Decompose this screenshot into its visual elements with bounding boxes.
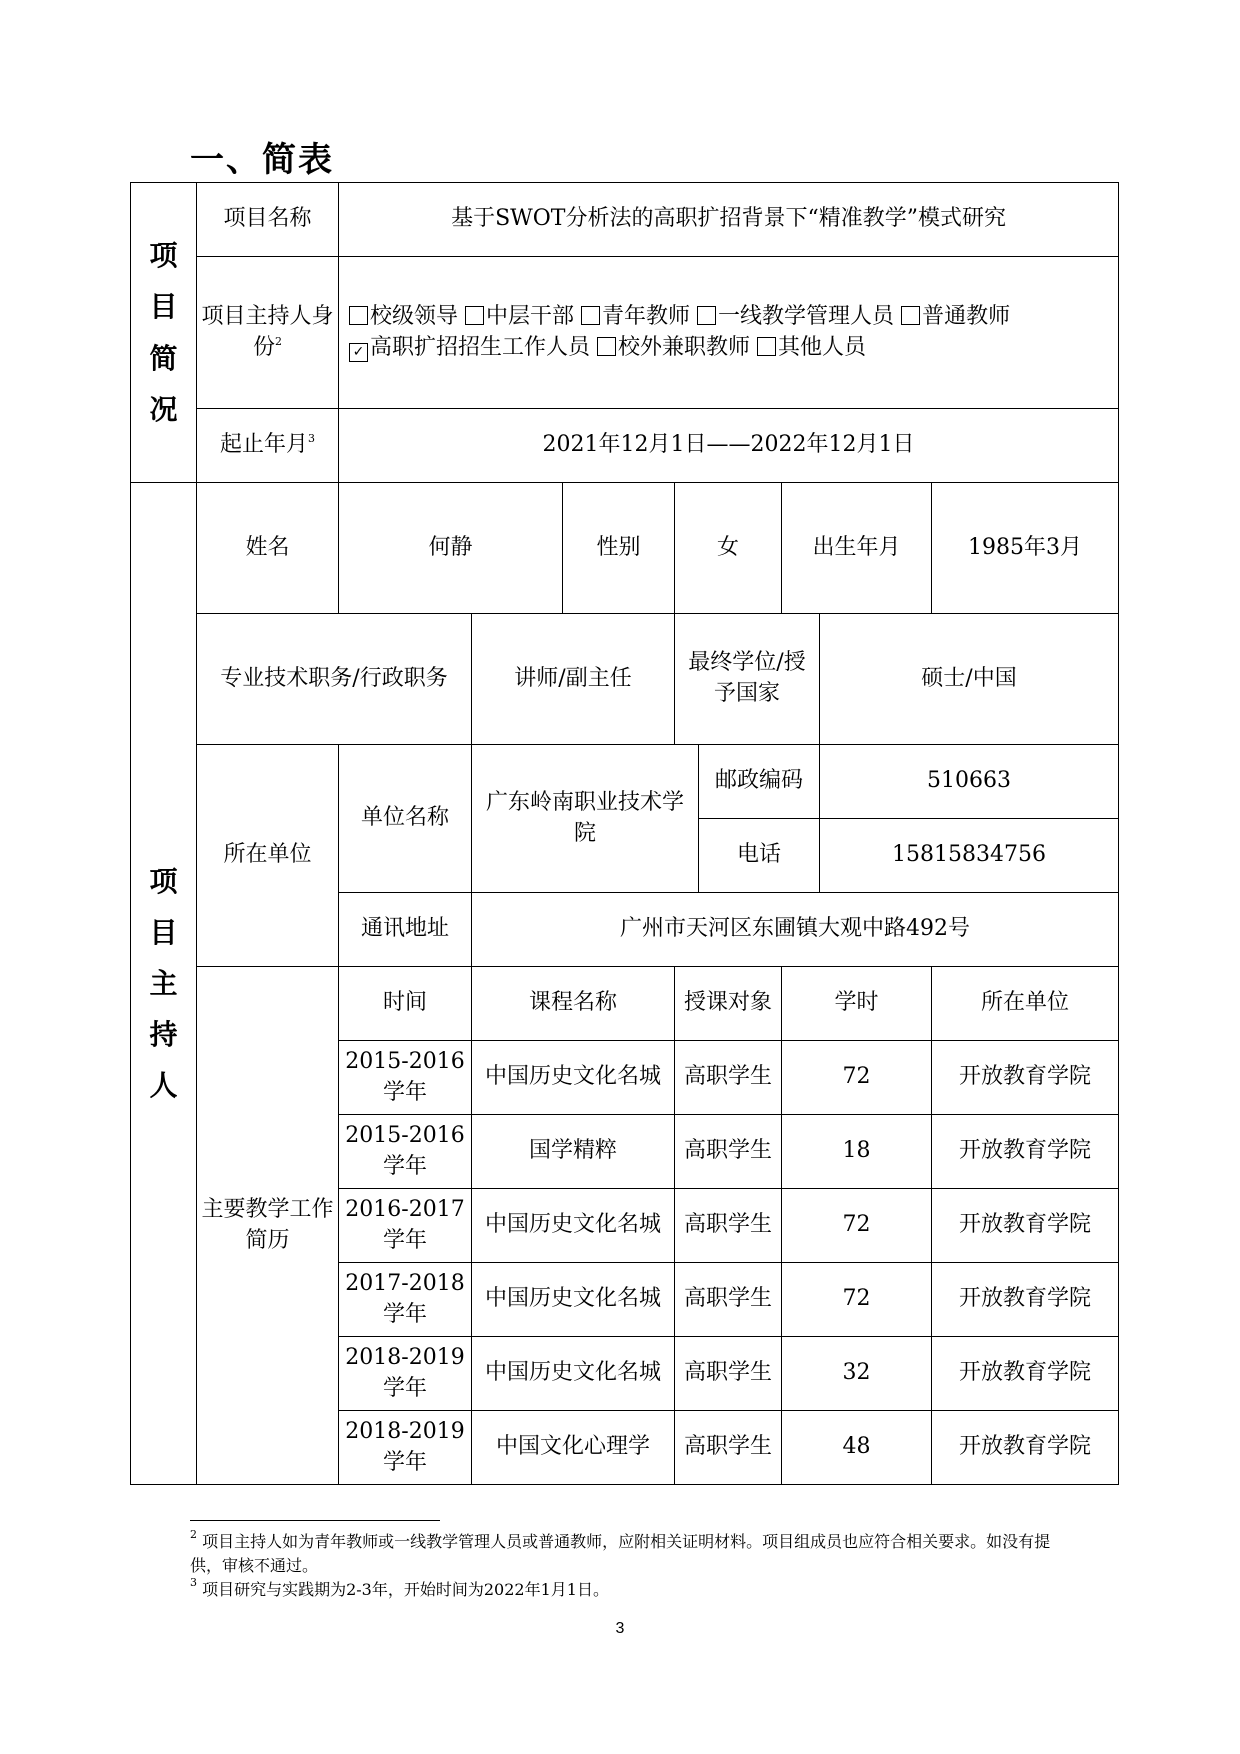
- unit-name-label: 单位名称: [339, 745, 472, 893]
- period-label: 起止年月$^3$: [197, 409, 339, 483]
- checkbox-empty-icon: [597, 337, 616, 356]
- birth-value: 1985年3月: [932, 483, 1119, 614]
- postcode-label: 邮政编码: [699, 745, 820, 819]
- section-label-host: 项 目 主 持 人: [131, 483, 197, 1485]
- history-label: 主要教学工作简历: [197, 967, 339, 1485]
- name-value: 何静: [339, 483, 563, 614]
- gender-value: 女: [675, 483, 782, 614]
- host-identity-options: [339, 257, 1119, 409]
- checkbox-empty-icon: [757, 337, 776, 356]
- table-row: 2016-2017学年 中国历史文化名城 高职学生 72 开放教育学院: [131, 1189, 1119, 1263]
- name-label: 姓名: [197, 483, 339, 614]
- table-row: 2017-2018学年 中国历史文化名城 高职学生 72 开放教育学院: [131, 1263, 1119, 1337]
- identity-option-school-leader[interactable]: 校级领导: [349, 304, 458, 329]
- checkbox-empty-icon: [465, 306, 484, 325]
- unit-label: 所在单位: [197, 745, 339, 967]
- identity-option-middle-cadre[interactable]: 中层干部: [465, 304, 574, 329]
- identity-option-young-teacher[interactable]: 青年教师: [581, 304, 690, 329]
- identity-option-frontline-admin[interactable]: 一线教学管理人员: [697, 304, 894, 329]
- identity-option-regular-teacher[interactable]: 普通教师: [901, 304, 1010, 329]
- degree-value: 硕士/中国: [820, 614, 1119, 745]
- history-header-unit: 所在单位: [932, 967, 1119, 1041]
- identity-option-other[interactable]: 其他人员: [757, 335, 866, 360]
- summary-table: [130, 182, 1119, 1485]
- title-value: 讲师/副主任: [472, 614, 675, 745]
- title-label: 专业技术职务/行政职务: [197, 614, 472, 745]
- checkbox-checked-icon: ✓: [349, 343, 368, 362]
- identity-option-part-time-teacher[interactable]: 校外兼职教师: [597, 335, 750, 360]
- section-label-overview: 项 目 简 况: [131, 183, 197, 483]
- identity-option-enrollment-staff[interactable]: ✓ 高职扩招招生工作人员: [349, 335, 590, 360]
- page-number: 3: [615, 1620, 625, 1637]
- phone-label: 电话: [699, 819, 820, 893]
- history-header-course: 课程名称: [472, 967, 675, 1041]
- project-name-value: 基于SWOT分析法的高职扩招背景下“精准教学”模式研究: [339, 183, 1119, 257]
- phone-value: 15815834756: [820, 819, 1119, 893]
- gender-label: 性别: [563, 483, 675, 614]
- checkbox-empty-icon: [697, 306, 716, 325]
- project-name-label: 项目名称: [197, 183, 339, 257]
- history-header-hours: 学时: [782, 967, 932, 1041]
- checkbox-empty-icon: [349, 306, 368, 325]
- address-label: 通讯地址: [339, 893, 472, 967]
- checkbox-empty-icon: [901, 306, 920, 325]
- footnote-3: $^3$ 项目研究与实践期为2-3年，开始时间为2022年1月1日。: [190, 1576, 609, 1599]
- table-row: 2018-2019学年 中国历史文化名城 高职学生 32 开放教育学院: [131, 1337, 1119, 1411]
- unit-name-value: 广东岭南职业技术学院: [472, 745, 699, 893]
- footnote-2: $^2$ 项目主持人如为青年教师或一线教学管理人员或普通教师，应附相关证明材料。项目组成员也应符合相关要求。如没有提供，审核不通过。: [190, 1528, 1051, 1575]
- host-identity-label: 项目主持人身份$^2$: [197, 257, 339, 409]
- checkbox-empty-icon: [581, 306, 600, 325]
- degree-label: 最终学位/授予国家: [675, 614, 820, 745]
- footnotes: [190, 1530, 1070, 1602]
- table-row: 2015-2016学年 中国历史文化名城 高职学生 72 开放教育学院: [131, 1041, 1119, 1115]
- history-header-audience: 授课对象: [675, 967, 782, 1041]
- history-header-time: 时间: [339, 967, 472, 1041]
- birth-label: 出生年月: [782, 483, 932, 614]
- address-value: 广州市天河区东圃镇大观中路492号: [472, 893, 1119, 967]
- table-row: 2018-2019学年 中国文化心理学 高职学生 48 开放教育学院: [131, 1411, 1119, 1485]
- footnote-divider: [190, 1520, 440, 1521]
- postcode-value: 510663: [820, 745, 1119, 819]
- section-heading: 一、简表: [190, 140, 334, 180]
- table-row: 2015-2016学年 国学精粹 高职学生 18 开放教育学院: [131, 1115, 1119, 1189]
- period-value: 2021年12月1日——2022年12月1日: [339, 409, 1119, 483]
